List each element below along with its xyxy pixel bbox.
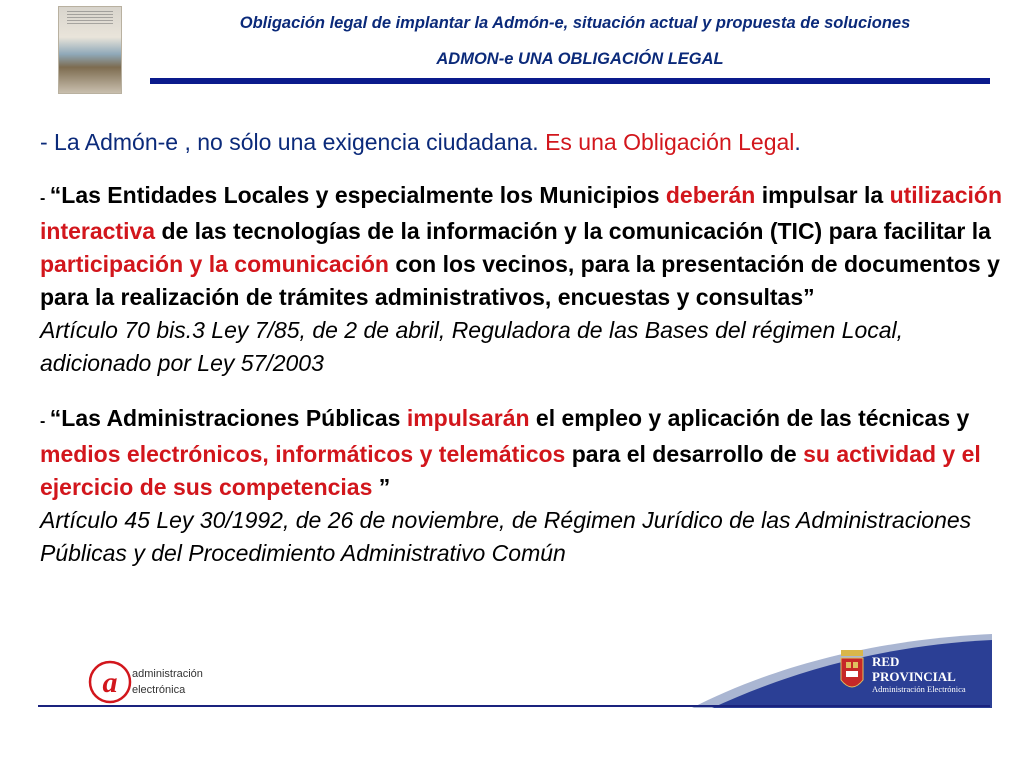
quote-2-part-3: para el desarrollo de — [565, 441, 804, 467]
logo-red-text: RED — [872, 654, 900, 669]
quote-1-citation: Artículo 70 bis.3 Ley 7/85, de 2 de abril, Reguladora de las Bases del régimen Local, adicionado por Ley 57/2003 — [40, 317, 904, 376]
red-provincial-logo — [838, 648, 988, 700]
quote-1-part-1: “Las Entidades Locales y especialmente los Municipios — [49, 182, 666, 208]
quote-block-2 — [40, 402, 1015, 570]
quote-block-1 — [40, 179, 1015, 380]
header-divider — [150, 78, 990, 84]
quote-2-highlight-1: impulsarán — [406, 405, 530, 431]
quote-1-highlight-2: utilización interactiva — [40, 182, 1003, 244]
quote-2-part-1: “Las Administraciones Públicas — [49, 405, 407, 431]
book-cover-thumbnail — [58, 6, 122, 94]
svg-text:a: a — [102, 666, 118, 699]
page-title: Obligación legal de implantar la Admón-e, situación actual y propuesta de soluciones — [239, 14, 911, 32]
quote-1-dash: - — [40, 190, 50, 207]
quote-2-highlight-2: medios electrónicos, informáticos y telemáticos — [40, 441, 566, 467]
quote-1-part-2: impulsar la — [755, 182, 890, 208]
logo-provincial-text: PROVINCIAL — [872, 669, 956, 684]
intro-prefix: - La Admón-e , no sólo una exigencia ciudadana. — [40, 129, 546, 155]
quote-2-highlight-3: su actividad y el ejercicio de sus competencias — [40, 441, 981, 500]
logo-admin-text: Administración Electrónica — [872, 684, 966, 694]
quote-1-highlight-1: deberán — [665, 182, 756, 208]
intro-highlight: Es una Obligación Legal — [545, 129, 795, 155]
quote-1-highlight-3: participación y la comunicación — [40, 251, 389, 277]
slide-body — [40, 128, 1015, 570]
quote-2-part-2: el empleo y aplicación de las técnicas y — [529, 405, 970, 431]
footer-divider — [38, 705, 990, 707]
quote-1-text — [40, 179, 1015, 314]
administracion-electronica-logo — [88, 658, 223, 706]
cover-text-lines — [67, 11, 113, 25]
at-sign-icon — [88, 660, 132, 704]
logo-text-line-1: administración — [132, 668, 203, 680]
quote-2-text — [40, 402, 1015, 504]
coat-of-arms-icon — [838, 648, 866, 696]
quote-2-dash: - — [40, 413, 50, 430]
quote-1-part-3: de las tecnologías de la información y la comunicación (TIC) para facilitar la — [155, 218, 991, 244]
intro-line — [40, 128, 1015, 157]
page-subtitle: ADMON-e UNA OBLIGACIÓN LEGAL — [436, 50, 724, 68]
quote-2-part-4: ” — [372, 474, 391, 500]
quote-2-citation: Artículo 45 Ley 30/1992, de 26 de noviembre, de Régimen Jurídico de las Administraciones Públicas y del Procedimiento Administrativo Común — [40, 507, 972, 566]
logo-text-line-2: electrónica — [132, 684, 186, 696]
quote-1-part-4: con los vecinos, para la presentación de documentos y para la realización de trámites administrativos, encuestas y consultas” — [40, 251, 1000, 310]
intro-suffix: . — [794, 129, 801, 155]
